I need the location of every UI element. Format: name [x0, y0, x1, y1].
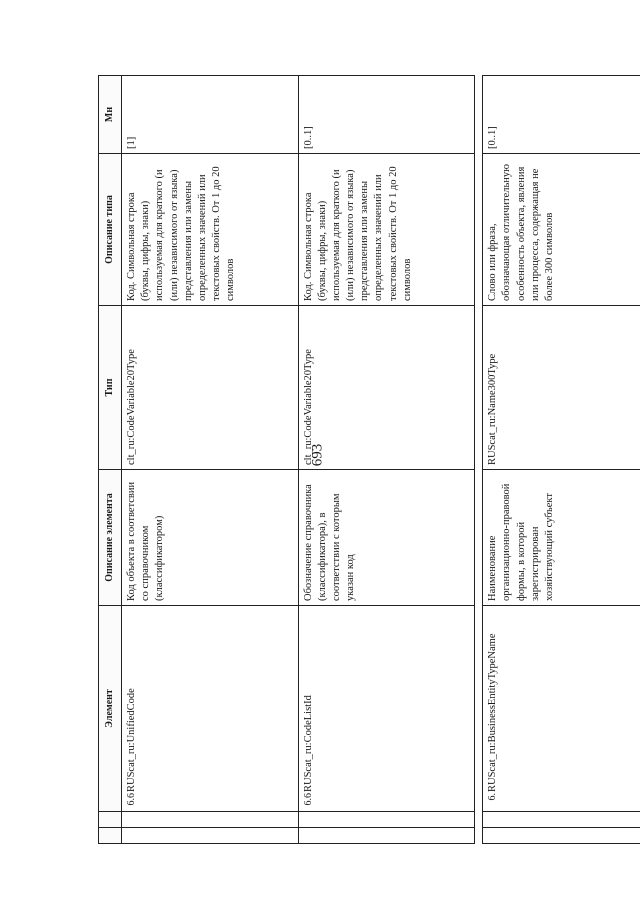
header-row: [99, 76, 122, 844]
header-type: Тип: [99, 306, 122, 470]
type-cell: clt_ru:CodeVariable20Type: [298, 306, 475, 470]
rotated-table-area: [98, 76, 640, 844]
element-name: RUScat_ru:CodeListId: [302, 695, 314, 792]
type-desc-cell: Код. Символьная строка (буквы, цифры, знаки) используемая для краткого (и (или) независимого от языка) представления или замены определенных значений или текстовых свойств. От 1 до 20 символов: [122, 154, 299, 306]
type-cell: RUScat_ru:Name300Type: [483, 306, 640, 470]
element-name: RUScat_ru:UnifiedCode: [126, 688, 137, 792]
element-desc-cell: Обозначение справочника (классификатора), в соответствии с которым указан код: [298, 470, 475, 606]
header-blank-1: [99, 828, 122, 844]
level-cell: [122, 812, 299, 828]
type-cell: clt_ru:CodeVariable20Type: [122, 306, 299, 470]
mn-cell: [1]: [122, 76, 299, 154]
type-desc-cell: Слово или фраза, обозначающая отличительную особенность объекта, явления или процесса, содержащая не более 300 символов: [483, 154, 640, 306]
mn-cell: [0..1]: [483, 76, 640, 154]
table-row: [483, 76, 640, 844]
element-number: 6.6: [126, 793, 137, 806]
level-cell: [298, 828, 475, 844]
type-desc-cell: Код. Символьная строка (буквы, цифры, знаки) используемая для краткого (и (или) независимого от языка) представления или замены определенных значений или текстовых свойств. От 1 до 20 символов: [298, 154, 475, 306]
element-desc-cell: Наименование организационно-правовой формы, в которой зарегистрирован хозяйствующий субъект: [483, 470, 640, 606]
element-name: RUScat_ru:BusinessEntityTypeName: [487, 633, 499, 792]
element-cell: [298, 606, 475, 812]
header-blank-2: [99, 812, 122, 828]
element-cell: [122, 606, 299, 812]
level-cell: [122, 828, 299, 844]
header-element-desc: Описание элемента: [99, 470, 122, 606]
element-desc-cell: Код объекта в соответсвии со справочником (классификатором): [122, 470, 299, 606]
level-cell: [483, 812, 640, 828]
table-row: [122, 76, 299, 844]
row-gap: [475, 76, 483, 844]
gap-cell: [475, 76, 483, 844]
element-number: 6.: [487, 793, 499, 801]
table-row: [298, 76, 475, 844]
spec-table: [98, 75, 640, 844]
header-type-desc: Описание типа: [99, 154, 122, 306]
element-number: 6.6: [302, 793, 314, 806]
header-element: Элемент: [99, 606, 122, 812]
level-cell: [298, 812, 475, 828]
header-mn: Мн: [99, 76, 122, 154]
level-cell: [483, 828, 640, 844]
mn-cell: [0..1]: [298, 76, 475, 154]
element-cell: [483, 606, 640, 812]
page-number: 693: [309, 443, 326, 467]
